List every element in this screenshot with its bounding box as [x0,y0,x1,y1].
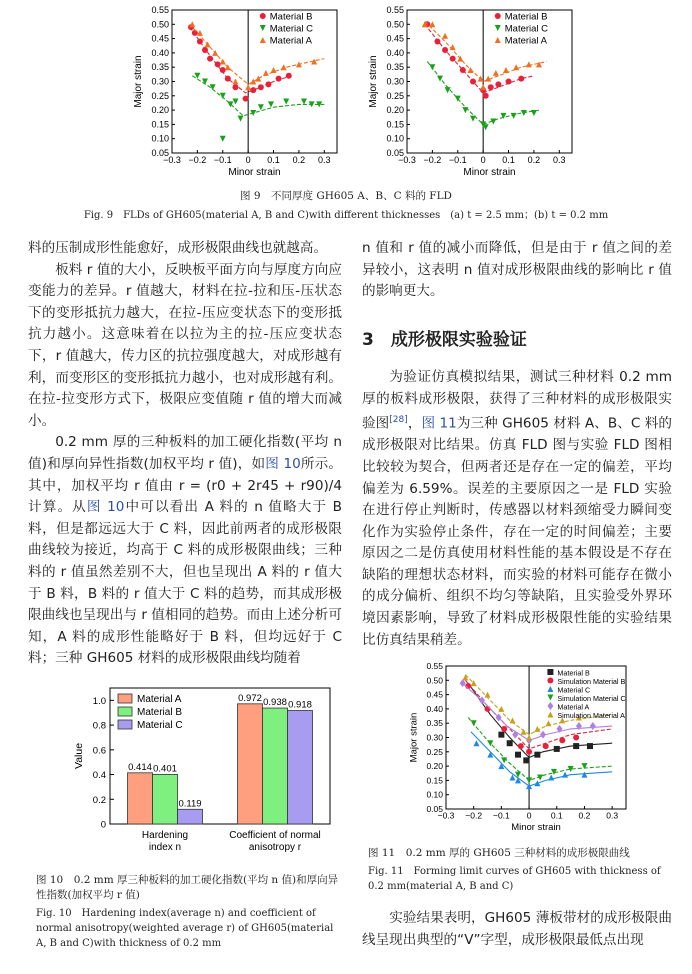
data-point [526,735,532,741]
y-tick-label: 0.40 [386,47,404,58]
legend-marker [547,712,553,718]
data-point [207,56,213,62]
data-point [225,76,231,82]
left-paragraph-1: 料的压制成形性能愈好，成形极限曲线也就越高。 [28,240,328,256]
data-point [506,79,512,85]
data-point [518,743,524,749]
data-point [202,47,208,53]
y-tick-label: 0.05 [426,804,443,814]
data-point [220,67,226,73]
y-tick-label: 0.10 [151,133,169,144]
data-point [281,64,287,70]
data-point [498,732,504,738]
legend-label: Simulation Material B [557,677,626,686]
data-point [495,81,501,87]
x-tick-label: −0.1 [448,155,467,165]
section-heading: 3 成形极限实验验证 [362,330,527,350]
legend-swatch [118,707,132,716]
data-point [250,87,256,93]
x-tick-label: −0.1 [213,155,232,165]
data-point [545,720,551,726]
data-point [467,67,473,73]
left-column-text [28,238,342,670]
data-point [559,737,565,743]
y-tick-label: 0.45 [151,33,169,44]
data-point [554,746,560,752]
data-point [450,56,456,62]
x-tick-label: 0.1 [550,810,563,821]
legend-marker [260,37,266,43]
bar [128,773,153,824]
y-tick-label: 0.2 [92,794,106,806]
data-point [521,110,527,116]
category-label: anisotropy r [248,842,302,853]
legend-label: Material B [269,11,313,23]
fig11-caption-cn: 图 11 0.2 mm 厚的 GH605 三种材料的成形极限曲线 [368,847,630,859]
data-point [263,70,269,76]
right-paragraph-1: n 值和 r 值的减小而降低，但是由于 r 值之间的差异较小，这表明 n 值对成形极限曲线的影响比 r 值的影响更大。 [362,240,672,300]
legend-label: Material B [557,668,590,678]
fig9-caption-en: Fig. 9 FLDs of GH605(material A, B and C)with different thicknesses (a) t = 2.5 mm；(b) t = 0.2 mm [83,210,609,221]
data-point [573,735,579,741]
data-point [548,775,554,781]
data-point [531,110,537,116]
y-axis-label: Major strain [408,712,420,763]
data-point [245,84,251,90]
legend-label: Material C [504,23,549,35]
x-axis-label: Minor strain [228,167,281,178]
data-point [581,772,587,778]
data-point [220,93,226,99]
y-tick-label: 1.0 [92,695,106,707]
data-point [515,752,521,758]
data-point [470,116,476,122]
left-paragraph-3-part-a: 0.2 mm 厚的三种板料的加工硬化指数(平均 n 值)和厚向异性指数(加权平均 r 值)，如 [28,434,342,472]
legend-label: Material C [557,685,591,695]
legend-swatch [118,694,132,703]
data-point [460,67,466,73]
y-axis-label: Major strain [368,55,379,108]
y-tick-label: 0.50 [386,19,404,30]
right-column-text [362,238,672,303]
data-point [243,96,249,102]
left-paragraph-3 [28,432,342,670]
legend-label: Material C [137,720,183,731]
right-column-text-3 [362,908,672,951]
data-point [521,729,527,735]
reference-28[interactable]: [28] [389,415,408,426]
data-point [488,84,494,90]
legend-label: Simulation Material C [557,694,626,703]
data-point [509,717,515,723]
x-axis-label: Minor strain [463,167,516,178]
bar [238,704,263,824]
data-point [485,692,491,698]
x-tick-label: 0.3 [318,155,331,165]
legend-label: Material A [557,702,590,712]
category-label: Coefficient of normal [229,830,321,841]
left-paragraph-2: 板料 r 值的大小，反映板平面方向与厚度方向应变能力的差异。r 值越大，材料在拉-拉和压-压状态下的变形抵抗力越大，在拉-压应变状态下的变形抵抗力越小。这意味着在以拉为主的拉-压应变状态下，r 值越大，传力区的抗拉强度越大，对成形越有利，而变形区的变形抵抗力越小，也对成形越有利。在拉-拉变形方式下，极限应变值随 r 值的增大而减小。 [28,261,342,429]
fit-curve [471,732,612,786]
fig9-caption-cn: 图 9 不同厚度 GH605 A、B、C 料的 FLD [240,190,452,202]
y-tick-label: 0.20 [426,761,443,772]
legend-marker [260,13,266,19]
x-tick-label: −0.3 [163,155,181,165]
data-point [590,722,596,730]
fit-curve [192,76,324,116]
y-tick-label: 0.25 [151,90,169,101]
data-point [534,780,540,786]
data-point [220,136,226,142]
data-point [258,84,264,90]
x-tick-label: 0 [480,155,486,165]
data-point [271,67,277,73]
left-paragraph-3-part-c: 中可以看出 A 料的 n 值略大于 B 料，但是都远远大于 C 料，因此前两者的成形极限曲线较为接近，均高于 C 料的成形极限曲线；三种料的 r 值虽然差别不大，但也呈现出 A 料的 r 值大于 B 料，B 料的 r 值大于 C 料的趋势，而其成形极限曲线也呈现出与 r 值相同的趋势。而由上述分析可知，A 料的成形性能略好于 B 料，但均远好于 C 料；三种 GH605 材料的成形极限曲线均随着 [28,499,342,667]
bar [288,711,313,824]
data-point [543,743,549,749]
y-tick-label: 0.35 [386,62,404,73]
x-tick-label: 0 [526,810,532,821]
x-tick-label: −0.2 [423,155,442,165]
y-tick-label: 0.05 [386,148,404,158]
data-point [471,720,477,726]
data-point [197,38,203,44]
y-tick-label: 0.20 [151,105,169,116]
y-tick-label: 0.6 [92,745,106,757]
legend-marker [547,678,553,684]
legend-marker [495,13,501,19]
data-point [507,740,513,746]
legend-marker [547,686,553,692]
legend-label: Simulation Material A [557,711,625,720]
right-paragraph-2-part-a: 为验证仿真模拟结果，测试三种材料 0.2 mm 厚的板料成形极限，获得了三种材料的成形极限实验图 [362,369,672,432]
data-point [276,76,282,82]
data-point [202,79,208,85]
legend-label: Material A [137,694,182,705]
x-tick-label: 0.2 [578,810,591,821]
fig10-caption-en: Fig. 10 Hardening index(average n) and coefficient of normal anisotropy(weighted average r) of GH605(material A, B and C)with thickness of 0.2 mm [36,908,334,949]
legend-label: Material A [269,35,312,47]
data-point [562,772,568,778]
data-point [442,33,448,39]
data-point [250,110,256,116]
y-tick-label: 0.25 [386,90,404,101]
x-tick-label: 0.1 [267,155,280,165]
data-point [470,79,476,85]
y-tick-label: 0.55 [386,5,404,15]
data-point [268,101,274,107]
y-tick-label: 0.35 [426,718,443,729]
bar [153,774,178,824]
data-point [212,50,218,56]
data-point [513,64,519,70]
data-point [232,99,238,105]
legend-label: Material B [137,707,183,718]
right-paragraph-2-separator: ， [407,415,422,432]
x-tick-label: −0.3 [437,810,455,821]
y-tick-label: 0 [100,819,106,831]
legend-label: Material B [504,11,548,23]
bar-value-label: 0.414 [128,761,152,773]
data-point [512,731,518,739]
x-tick-label: 0.2 [527,155,541,165]
y-tick-label: 0.30 [386,76,404,87]
bar-value-label: 0.972 [238,692,262,704]
data-point [286,73,292,79]
y-tick-label: 0.35 [151,62,169,73]
legend-swatch [118,720,132,729]
fig9b-chart [355,2,580,187]
category-label: index n [148,842,182,853]
data-point [523,757,529,763]
data-point [515,777,521,783]
data-point [232,79,238,85]
data-point [540,731,546,739]
bar-value-label: 0.918 [288,699,312,711]
data-point [501,726,507,732]
data-point [511,113,517,119]
y-tick-label: 0.40 [151,47,169,58]
right-paragraph-2-part-b: 为三种 GH605 材料 A、B、C 料的成形极限对比结果。仿真 FLD 图与实验 FLD 图相比较较为契合，但两者还是存在一定的偏差，平均偏差为 6.59%。误差的主要原因之一是 FLD 实验在进行停止判断时，传感器以材料颈缩受力瞬间变化作为实验停止条件，存在一定的时间偏差；主要原因之二是仿真使用材料性能的基本假设是不存在缺陷的理想状态材料，而实验的材料可能存在微小的成分偏析、组织不均匀等缺陷，且实验受外界环境因素影响，导致了材料成形极限性能的实验结果比仿真结果稍差。 [362,415,673,648]
data-point [250,79,256,85]
legend-marker [495,37,501,43]
right-paragraph-3: 实验结果表明，GH605 薄板带材的成形极限曲线呈现出典型的“V”字型，成形极限最低点出现 [362,910,672,948]
x-tick-label: 0.1 [502,155,515,165]
x-tick-label: −0.2 [188,155,207,165]
x-tick-label: 0.3 [553,155,566,165]
bar-value-label: 0.401 [153,763,177,775]
y-tick-label: 0.55 [151,5,169,15]
fig10-link[interactable]: 图 10 [265,455,301,472]
data-point [258,104,264,110]
x-tick-label: −0.1 [492,810,510,821]
fig9a-chart [120,2,345,187]
x-tick-label: −0.3 [398,155,416,165]
x-tick-label: 0.2 [292,155,306,165]
data-point [220,58,226,64]
data-point [503,67,509,73]
y-axis-label: Major strain [133,55,144,108]
data-point [483,93,489,99]
fig11-chart [400,660,640,845]
data-point [462,107,468,113]
y-tick-label: 0.30 [151,76,169,87]
data-point [265,81,271,87]
data-point [493,70,499,76]
data-point [573,743,579,749]
data-point [442,47,448,53]
data-point [526,749,532,755]
y-tick-label: 0.45 [386,33,404,44]
bar [263,708,288,824]
x-tick-label: 0 [245,155,251,165]
data-point [301,99,307,105]
legend-marker [547,702,553,710]
legend-label: Material A [504,35,547,47]
left-paragraph-3-part-b: 所示。其中，加权平均 r 值由 r = (r0 + 2r45 + r90)/4 计算。从 [28,455,343,516]
data-point [255,76,261,82]
data-point [473,740,479,746]
bar [178,809,203,824]
y-tick-label: 0.15 [151,119,169,130]
category-label: Hardening [141,830,189,841]
data-point [587,743,593,749]
y-tick-label: 0.55 [426,661,443,671]
y-tick-label: 0.25 [426,746,443,757]
y-tick-label: 0.8 [92,720,106,732]
x-tick-label: 0.3 [606,810,619,821]
y-tick-label: 0.40 [426,703,443,714]
data-point [215,61,221,67]
data-point [205,41,211,47]
fig11-link[interactable]: 图 11 [421,415,457,432]
x-axis-label: Minor strain [511,822,561,833]
fig10-chart [70,680,340,870]
legend-marker [547,695,553,701]
y-axis-label: Value [73,742,85,770]
legend-marker [495,25,501,31]
x-tick-label: −0.2 [465,810,483,821]
legend-marker [547,669,553,675]
data-point [434,38,440,44]
y-tick-label: 0.15 [386,119,404,130]
data-point [534,752,540,758]
y-tick-label: 0.45 [426,689,443,700]
fig10-link-2[interactable]: 图 10 [86,499,125,516]
data-point [526,61,532,67]
y-tick-label: 0.50 [426,675,443,686]
data-point [283,99,289,105]
y-tick-label: 0.10 [426,789,443,800]
data-point [518,76,524,82]
y-tick-label: 0.05 [151,148,169,158]
y-tick-label: 0.50 [151,19,169,30]
data-point [232,84,238,90]
y-tick-label: 0.15 [426,775,443,786]
fig10-caption-cn: 图 10 0.2 mm 厚三种板料的加工硬化指数(平均 n 值)和厚向异性指数(加权平均 r 值) [36,874,339,901]
y-tick-label: 0.4 [92,770,106,782]
bar-value-label: 0.938 [263,697,287,709]
y-tick-label: 0.30 [426,732,443,743]
data-point [238,116,244,122]
fig11-caption-en: Fig. 11 Forming limit curves of GH605 with thickness of 0.2 mm(material A, B and C) [368,866,661,892]
data-point [526,777,532,783]
data-point [429,64,435,70]
data-point [480,84,486,90]
bar-value-label: 0.119 [178,798,202,810]
right-paragraph-2 [362,367,672,651]
right-column-text-2 [362,367,672,651]
legend-label: Material C [269,23,314,35]
legend-marker [260,25,266,31]
y-tick-label: 0.10 [386,133,404,144]
y-tick-label: 0.20 [386,105,404,116]
